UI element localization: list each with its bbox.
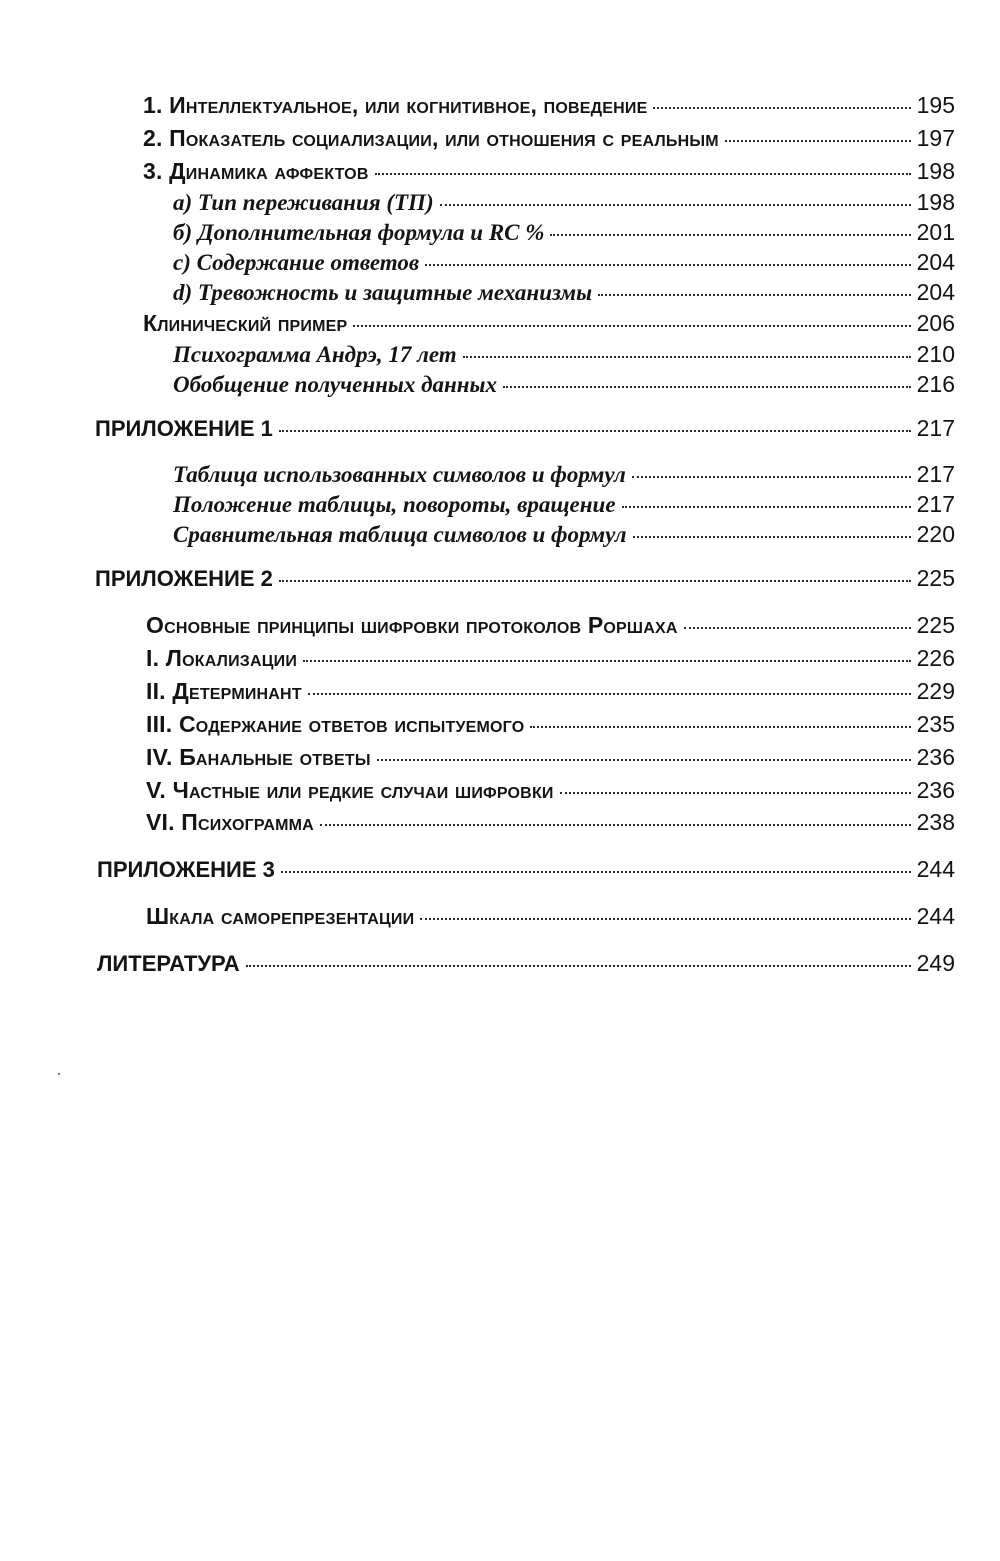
- toc-entry: [143, 310, 955, 337]
- toc-entry-page: 198: [916, 158, 955, 184]
- dot-leader: [246, 965, 911, 967]
- dot-leader: [632, 476, 911, 478]
- toc-entry-page: 195: [916, 92, 955, 118]
- toc-entry: [146, 678, 955, 705]
- dot-leader: [622, 506, 911, 508]
- toc-entry-page: 238: [916, 809, 955, 835]
- toc-entry-page: 244: [916, 903, 955, 929]
- dot-leader: [530, 726, 910, 728]
- toc-entry-page: 244: [916, 856, 955, 882]
- toc-entry: [146, 612, 955, 639]
- toc-entry-label: VI. Психограмма: [146, 809, 314, 835]
- dot-leader: [440, 204, 911, 206]
- toc-entry-label: Клинический пример: [143, 310, 348, 336]
- toc-entry-label: 3. Динамика аффектов: [143, 158, 369, 184]
- toc-entry-label: 1. Интеллектуальное, или когнитивное, поведение: [143, 92, 648, 118]
- dot-leader: [308, 693, 911, 695]
- toc-entry: [146, 645, 955, 672]
- toc-entry-label: ПРИЛОЖЕНИЕ 2: [95, 566, 273, 591]
- toc-entry: [143, 125, 955, 152]
- toc-entry-page: 236: [916, 777, 955, 803]
- dot-leader: [684, 627, 911, 629]
- toc-entry: [173, 189, 955, 216]
- toc-entry-label: V. Частные или редкие случаи шифровки: [146, 777, 554, 803]
- toc-entry-label: II. Детерминант: [146, 678, 302, 704]
- toc-entry-label: d) Тревожность и защитные механизмы: [173, 280, 593, 305]
- toc-entry-label: c) Содержание ответов: [173, 250, 420, 275]
- toc-section-heading: [95, 415, 955, 442]
- toc-entry-label: Обобщение полученных данных: [173, 372, 498, 397]
- toc-entry: [146, 777, 955, 804]
- toc-entry-label: ЛИТЕРАТУРА: [97, 951, 240, 976]
- paper-speck: [58, 1073, 60, 1075]
- dot-leader: [653, 107, 910, 109]
- toc-entry-page: 235: [916, 711, 955, 737]
- toc-entry-page: 204: [916, 249, 955, 275]
- toc-entry-page: 216: [916, 371, 955, 397]
- toc-entry-label: IV. Банальные ответы: [146, 744, 371, 770]
- toc-entry-page: 198: [916, 189, 955, 215]
- toc-entry-label: III. Содержание ответов испытуемого: [146, 711, 525, 737]
- toc-entry-page: 236: [916, 744, 955, 770]
- toc-entry: [173, 219, 955, 246]
- toc-entry: [173, 249, 955, 276]
- toc-entry: [146, 809, 955, 836]
- toc-entry: [173, 371, 955, 398]
- toc-entry-label: ПРИЛОЖЕНИЕ 3: [97, 857, 275, 882]
- toc-entry-page: 197: [916, 125, 955, 151]
- toc-entry-label: Таблица использованных символов и формул: [173, 462, 626, 487]
- toc-entry: [146, 744, 955, 771]
- toc-entry: [146, 711, 955, 738]
- toc-entry: [173, 521, 955, 548]
- dot-leader: [279, 580, 911, 582]
- toc-entry: [173, 461, 955, 488]
- dot-leader: [375, 173, 911, 175]
- toc-entry-page: 225: [916, 565, 955, 591]
- toc-section-heading: [95, 565, 955, 592]
- toc-entry: [143, 92, 955, 119]
- dot-leader: [425, 264, 910, 266]
- toc-section-heading: [97, 950, 955, 977]
- dot-leader: [420, 918, 910, 920]
- toc-entry-page: 201: [916, 219, 955, 245]
- dot-leader: [725, 140, 911, 142]
- toc-entry-page: 217: [916, 415, 955, 441]
- toc-entry-label: а) Тип переживания (ТП): [173, 190, 434, 215]
- toc-entry: [146, 903, 955, 930]
- toc-entry-label: Психограмма Андрэ, 17 лет: [173, 342, 457, 367]
- dot-leader: [633, 536, 911, 538]
- toc-entry-label: б) Дополнительная формула и RC %: [173, 220, 545, 245]
- dot-leader: [279, 430, 911, 432]
- toc-entry-page: 206: [916, 310, 955, 336]
- dot-leader: [550, 234, 910, 236]
- toc-entry-label: ПРИЛОЖЕНИЕ 1: [95, 416, 273, 441]
- toc-entry-label: Сравнительная таблица символов и формул: [173, 522, 627, 547]
- toc-entry-label: 2. Показатель социализации, или отношения с реальным: [143, 125, 719, 151]
- toc-entry-page: 204: [916, 279, 955, 305]
- dot-leader: [598, 294, 911, 296]
- toc-entry-page: 229: [916, 678, 955, 704]
- toc-entry: [143, 158, 955, 185]
- dot-leader: [377, 759, 911, 761]
- dot-leader: [281, 871, 911, 873]
- toc-section-heading: [97, 856, 955, 883]
- toc-entry-page: 225: [916, 612, 955, 638]
- toc-entry-label: Основные принципы шифровки протоколов Роршаха: [146, 612, 678, 638]
- toc-entry-page: 220: [916, 521, 955, 547]
- toc-entry-page: 217: [916, 491, 955, 517]
- toc-entry: [173, 491, 955, 518]
- dot-leader: [503, 386, 911, 388]
- toc-entry-page: 226: [916, 645, 955, 671]
- dot-leader: [320, 824, 911, 826]
- toc-entry-page: 217: [916, 461, 955, 487]
- dot-leader: [560, 792, 911, 794]
- dot-leader: [463, 356, 911, 358]
- toc-entry-page: 210: [916, 341, 955, 367]
- toc-entry-label: Шкала саморепрезентации: [146, 903, 415, 929]
- toc-entry-label: I. Локализации: [146, 645, 298, 671]
- toc-entry: [173, 341, 955, 368]
- dot-leader: [303, 660, 911, 662]
- dot-leader: [353, 325, 910, 327]
- toc-entry-page: 249: [916, 950, 955, 976]
- toc-entry: [173, 279, 955, 306]
- toc-entry-label: Положение таблицы, повороты, вращение: [173, 492, 616, 517]
